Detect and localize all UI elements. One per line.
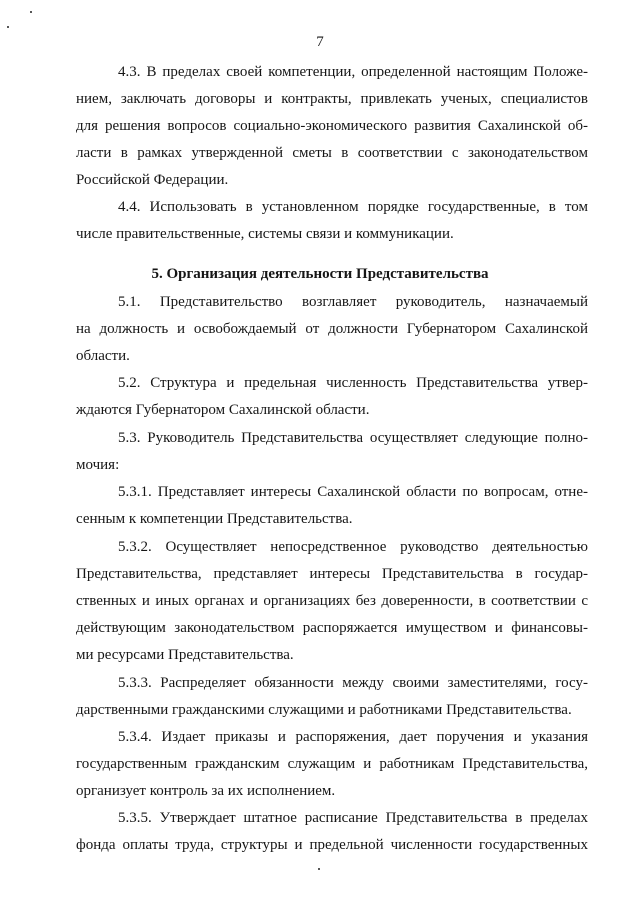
- text-line: нием, заключать договоры и контракты, привлекать ученых, специалистов: [76, 91, 588, 107]
- scan-speck: [318, 868, 320, 870]
- text-line: 5.2. Структура и предельная численность Представительства утвер-: [118, 375, 588, 391]
- text-line: для решения вопросов социально-экономического развития Сахалинской об-: [76, 118, 588, 134]
- text-line: действующим законодательством распоряжается имуществом и финансовы-: [76, 620, 588, 636]
- text-line: дарственными гражданскими служащими и работниками Представительства.: [76, 702, 572, 718]
- text-line: ласти в рамках утвержденной сметы в соответствии с законодательством: [76, 145, 588, 161]
- text-line: области.: [76, 348, 130, 364]
- text-line: государственным гражданским служащим и работникам Представительства,: [76, 756, 588, 772]
- scan-speck: [30, 11, 32, 13]
- text-line: ждаются Губернатором Сахалинской области.: [76, 402, 370, 418]
- scan-speck: [7, 26, 9, 28]
- text-line: фонда оплаты труда, структуры и предельной численности государственных: [76, 837, 588, 853]
- text-line: 5.3.3. Распределяет обязанности между своими заместителями, госу-: [118, 675, 588, 691]
- text-line: мочия:: [76, 457, 120, 473]
- text-line: 5.3. Руководитель Представительства осуществляет следующие полно-: [118, 430, 588, 446]
- text-line: 5.3.5. Утверждает штатное расписание Представительства в пределах: [118, 810, 588, 826]
- text-line: 5.3.4. Издает приказы и распоряжения, дает поручения и указания: [118, 729, 588, 745]
- text-line: ми ресурсами Представительства.: [76, 647, 294, 663]
- text-line: 5.3.2. Осуществляет непосредственное руководство деятельностью: [118, 539, 588, 555]
- text-line: Представительства, представляет интересы Представительства в государ-: [76, 566, 588, 582]
- text-line: организует контроль за их исполнением.: [76, 783, 336, 799]
- text-line: 5.1. Представительство возглавляет руководитель, назначаемый: [118, 294, 588, 310]
- text-line: 4.3. В пределах своей компетенции, определенной настоящим Положе-: [118, 64, 588, 80]
- section-heading: 5. Организация деятельности Представительства: [151, 266, 489, 282]
- page-number: 7: [316, 34, 324, 50]
- text-line: 4.4. Использовать в установленном порядке государственные, в том: [118, 199, 588, 215]
- text-line: сенным к компетенции Представительства.: [76, 511, 353, 527]
- text-line: на должность и освобождаемый от должности Губернатором Сахалинской: [76, 321, 588, 337]
- text-line: 5.3.1. Представляет интересы Сахалинской области по вопросам, отне-: [118, 484, 588, 500]
- text-line: Российской Федерации.: [76, 172, 229, 188]
- text-line: числе правительственные, системы связи и коммуникации.: [76, 226, 454, 242]
- text-line: ственных и иных органах и организациях без доверенности, в соответствии с: [76, 593, 588, 609]
